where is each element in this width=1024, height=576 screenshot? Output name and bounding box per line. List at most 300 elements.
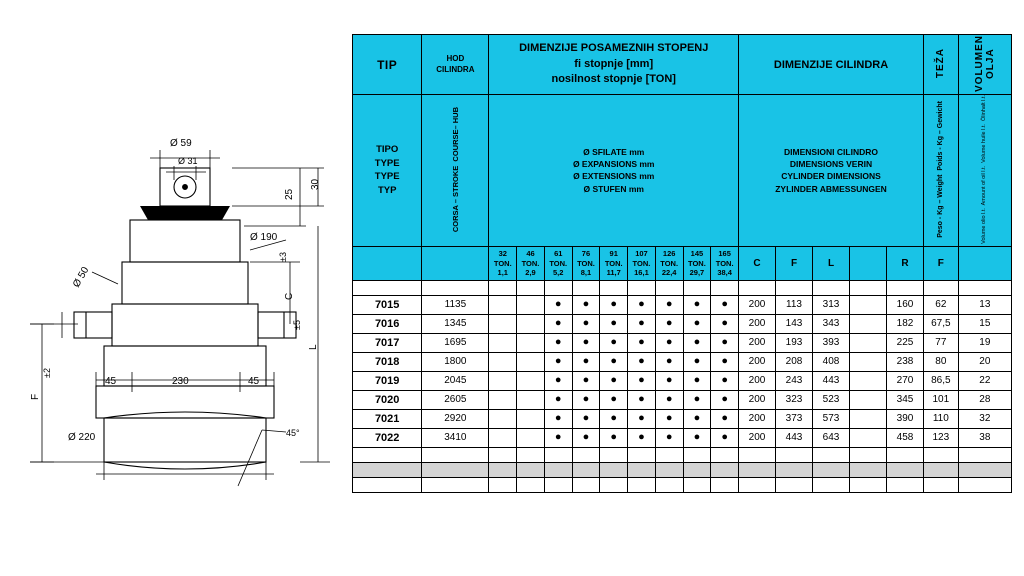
header-stage-32 <box>489 246 517 280</box>
technical-drawing <box>0 0 352 576</box>
row-blank-7018 <box>849 352 886 371</box>
row-R-7016: 182 <box>886 314 923 333</box>
row-stroke-7017: 1695 <box>422 333 489 352</box>
blank-cell <box>683 462 711 477</box>
row-stage-dot-7021-32 <box>489 409 517 428</box>
header-cyl-3: CYLINDER DIMENSIONS <box>781 171 881 182</box>
dim-angle-45: 45° <box>286 428 300 438</box>
stage-tonlabel-4: TON. <box>604 258 623 268</box>
row-F-7018: 208 <box>776 352 813 371</box>
dim-left-45: 45 <box>105 376 117 387</box>
spacer-cell <box>711 280 739 295</box>
table-row[interactable] <box>353 371 1012 390</box>
row-stage-dot-7017-145: ● <box>683 333 711 352</box>
row-volume-7020: 28 <box>958 390 1011 409</box>
row-stage-dot-7021-165: ● <box>711 409 739 428</box>
header-col-L: L <box>813 246 850 280</box>
blank-cell <box>849 447 886 462</box>
header-stroke-vertical <box>422 95 489 247</box>
blank-cell <box>813 477 850 492</box>
row-stage-dot-7022-46 <box>517 428 545 447</box>
header-cylinder-dims <box>739 95 924 247</box>
row-stage-dot-7019-46 <box>517 371 545 390</box>
header-stage-91 <box>600 246 628 280</box>
row-stage-dot-7022-91: ● <box>600 428 628 447</box>
row-L-7022: 643 <box>813 428 850 447</box>
specification-table <box>352 34 1012 493</box>
blank-cell <box>655 477 683 492</box>
table-row[interactable] <box>353 333 1012 352</box>
header-hod-line2: CILINDRA <box>436 64 475 74</box>
spacer-cell <box>886 280 923 295</box>
row-tip-7016: 7016 <box>353 314 422 333</box>
header-expansions <box>489 95 739 247</box>
header-volume-vertical <box>958 95 1011 247</box>
row-F-7022: 443 <box>776 428 813 447</box>
header-cyl-2: DIMENSIONS VERIN <box>789 159 873 170</box>
blank-cell <box>711 447 739 462</box>
row-stage-dot-7018-91: ● <box>600 352 628 371</box>
blank-cell <box>489 447 517 462</box>
blank-cell <box>924 462 959 477</box>
row-tip-7017: 7017 <box>353 333 422 352</box>
blank-cell <box>628 477 656 492</box>
header-stage-76 <box>572 246 600 280</box>
row-stage-dot-7022-76: ● <box>572 428 600 447</box>
row-stage-dot-7015-76: ● <box>572 295 600 314</box>
header-exp-1: Ø SFILATE mm <box>583 146 645 157</box>
row-stage-dot-7021-107: ● <box>628 409 656 428</box>
header-tip: TIP <box>353 35 422 95</box>
blank-cell <box>886 462 923 477</box>
dim-label-F: F <box>30 393 41 400</box>
header-col-blank <box>849 246 886 280</box>
blank-cell <box>572 447 600 462</box>
spacer-cell <box>628 280 656 295</box>
row-stage-dot-7021-61: ● <box>544 409 572 428</box>
blank-cell <box>600 447 628 462</box>
dim-height-30: 30 <box>310 178 321 190</box>
row-stage-dot-7019-165: ● <box>711 371 739 390</box>
row-stage-dot-7018-76: ● <box>572 352 600 371</box>
row-stroke-7018: 1800 <box>422 352 489 371</box>
row-stage-dot-7022-145: ● <box>683 428 711 447</box>
stage-ton-2: 5,2 <box>553 268 564 278</box>
row-stroke-7016: 1345 <box>422 314 489 333</box>
row-L-7020: 523 <box>813 390 850 409</box>
row-stage-dot-7018-107: ● <box>628 352 656 371</box>
blank-cell <box>776 447 813 462</box>
row-stage-dot-7018-145: ● <box>683 352 711 371</box>
row-volume-7016: 15 <box>958 314 1011 333</box>
row-volume-7017: 19 <box>958 333 1011 352</box>
row-stage-dot-7015-145: ● <box>683 295 711 314</box>
dim-tol-2: ±2 <box>42 368 52 378</box>
stage-tonlabel-6: TON. <box>660 258 679 268</box>
blank-cell <box>739 462 776 477</box>
row-R-7015: 160 <box>886 295 923 314</box>
header-dim-line1: DIMENZIJE POSAMEZNIH STOPENJ <box>519 41 709 54</box>
header-volume-lines: Volume olio l.t. Amount of oil l.t. Volume huile l.t. Ölinhalt l.t. <box>981 95 988 244</box>
blank-cell <box>489 477 517 492</box>
row-stage-dot-7018-32 <box>489 352 517 371</box>
stage-tonlabel-5: TON. <box>632 258 651 268</box>
row-stage-dot-7022-32 <box>489 428 517 447</box>
blank-cell <box>683 447 711 462</box>
table-row[interactable] <box>353 314 1012 333</box>
row-weight-7016: 67,5 <box>924 314 959 333</box>
header-spacer-hod <box>422 246 489 280</box>
header-volumen-label: VOLUMEN OLJA <box>973 35 996 92</box>
row-blank-7019 <box>849 371 886 390</box>
blank-cell <box>353 477 422 492</box>
row-stage-dot-7019-126: ● <box>655 371 683 390</box>
row-stage-dot-7016-32 <box>489 314 517 333</box>
row-L-7016: 343 <box>813 314 850 333</box>
row-blank-7021 <box>849 409 886 428</box>
header-stage-145 <box>683 246 711 280</box>
row-F-7020: 323 <box>776 390 813 409</box>
spacer-cell <box>517 280 545 295</box>
row-stage-dot-7020-126: ● <box>655 390 683 409</box>
row-R-7019: 270 <box>886 371 923 390</box>
stage-dia-5: 107 <box>635 249 648 259</box>
row-stage-dot-7017-91: ● <box>600 333 628 352</box>
spacer-cell <box>849 280 886 295</box>
row-stage-dot-7019-145: ● <box>683 371 711 390</box>
row-C-7015: 200 <box>739 295 776 314</box>
row-R-7018: 238 <box>886 352 923 371</box>
row-stage-dot-7020-61: ● <box>544 390 572 409</box>
dim-dia-190: Ø 190 <box>250 232 278 243</box>
row-stage-dot-7020-76: ● <box>572 390 600 409</box>
row-stage-dot-7020-107: ● <box>628 390 656 409</box>
spacer-cell <box>353 280 422 295</box>
blank-cell <box>422 462 489 477</box>
blank-cell <box>739 447 776 462</box>
header-type-names <box>353 95 422 247</box>
row-weight-7020: 101 <box>924 390 959 409</box>
blank-cell <box>517 462 545 477</box>
blank-cell <box>544 477 572 492</box>
row-weight-7019: 86,5 <box>924 371 959 390</box>
blank-cell <box>655 462 683 477</box>
row-stroke-7019: 2045 <box>422 371 489 390</box>
table-row[interactable] <box>353 390 1012 409</box>
blank-cell <box>600 462 628 477</box>
row-stroke-7022: 3410 <box>422 428 489 447</box>
header-cyl-1: DIMENSIONI CILINDRO <box>784 146 878 157</box>
stage-tonlabel-3: TON. <box>577 258 595 268</box>
row-stage-dot-7018-126: ● <box>655 352 683 371</box>
table-blank-row-2 <box>353 462 1012 477</box>
row-stage-dot-7017-61: ● <box>544 333 572 352</box>
row-weight-7018: 80 <box>924 352 959 371</box>
row-volume-7022: 38 <box>958 428 1011 447</box>
row-stage-dot-7021-91: ● <box>600 409 628 428</box>
row-stage-dot-7019-76: ● <box>572 371 600 390</box>
header-dim-cilindra: DIMENZIJE CILINDRA <box>739 35 924 95</box>
row-stage-dot-7019-107: ● <box>628 371 656 390</box>
header-col-weight-F: F <box>924 246 959 280</box>
blank-cell <box>924 477 959 492</box>
blank-cell <box>353 462 422 477</box>
header-cyl-4: ZYLINDER ABMESSUNGEN <box>775 183 887 194</box>
spacer-cell <box>544 280 572 295</box>
stage-tonlabel-2: TON. <box>549 258 568 268</box>
row-stage-dot-7017-76: ● <box>572 333 600 352</box>
row-stage-dot-7019-91: ● <box>600 371 628 390</box>
header-type-2: TYPE <box>374 157 400 169</box>
row-tip-7020: 7020 <box>353 390 422 409</box>
row-stage-dot-7015-107: ● <box>628 295 656 314</box>
table-row[interactable] <box>353 409 1012 428</box>
header-type-3: TYPE <box>374 171 400 183</box>
stage-dia-3: 76 <box>581 249 591 259</box>
blank-cell <box>489 462 517 477</box>
row-stage-dot-7021-46 <box>517 409 545 428</box>
table-row[interactable] <box>353 352 1012 371</box>
row-stage-dot-7015-46 <box>517 295 545 314</box>
table-row[interactable] <box>353 428 1012 447</box>
stage-ton-8: 38,4 <box>717 268 732 278</box>
row-stage-dot-7016-165: ● <box>711 314 739 333</box>
row-tip-7019: 7019 <box>353 371 422 390</box>
row-stage-dot-7020-91: ● <box>600 390 628 409</box>
blank-cell <box>924 447 959 462</box>
row-stage-dot-7020-165: ● <box>711 390 739 409</box>
stage-ton-3: 8,1 <box>580 268 592 278</box>
spacer-cell <box>813 280 850 295</box>
row-C-7019: 200 <box>739 371 776 390</box>
row-stroke-7020: 2605 <box>422 390 489 409</box>
header-stage-61 <box>544 246 572 280</box>
row-tip-7018: 7018 <box>353 352 422 371</box>
header-col-C: C <box>739 246 776 280</box>
table-blank-row-3 <box>353 477 1012 492</box>
row-stage-dot-7018-61: ● <box>544 352 572 371</box>
header-dim-line2: fi stopnje [mm] <box>574 57 654 70</box>
header-stroke-lines: CORSA – STROKE COURSE– HUB <box>450 106 460 233</box>
row-F-7016: 143 <box>776 314 813 333</box>
row-blank-7020 <box>849 390 886 409</box>
row-R-7021: 390 <box>886 409 923 428</box>
row-tip-7015: 7015 <box>353 295 422 314</box>
header-stage-107 <box>628 246 656 280</box>
row-stage-dot-7017-126: ● <box>655 333 683 352</box>
row-stage-dot-7016-76: ● <box>572 314 600 333</box>
spacer-cell <box>655 280 683 295</box>
row-L-7015: 313 <box>813 295 850 314</box>
blank-cell <box>849 477 886 492</box>
row-stage-dot-7019-32 <box>489 371 517 390</box>
spacer-cell <box>924 280 959 295</box>
row-L-7017: 393 <box>813 333 850 352</box>
cylinder-drawing-svg <box>0 0 352 576</box>
blank-cell <box>683 477 711 492</box>
table-row[interactable] <box>353 295 1012 314</box>
blank-cell <box>544 462 572 477</box>
stage-dia-8: 165 <box>718 249 731 259</box>
row-stroke-7021: 2920 <box>422 409 489 428</box>
stage-dia-0: 32 <box>498 249 507 259</box>
table-header-row-2 <box>353 95 1012 247</box>
spacer-cell <box>739 280 776 295</box>
dim-right-45: 45 <box>248 376 260 387</box>
row-weight-7022: 123 <box>924 428 959 447</box>
specification-table-wrapper <box>352 34 1012 493</box>
row-blank-7017 <box>849 333 886 352</box>
row-weight-7015: 62 <box>924 295 959 314</box>
stage-ton-5: 16,1 <box>634 268 649 278</box>
header-dim-stopenj <box>489 35 739 95</box>
dim-tol-5: ±5 <box>292 320 302 330</box>
blank-cell <box>739 477 776 492</box>
spacer-cell <box>958 280 1011 295</box>
row-R-7022: 458 <box>886 428 923 447</box>
row-stage-dot-7016-126: ● <box>655 314 683 333</box>
row-stage-dot-7015-91: ● <box>600 295 628 314</box>
table-body <box>353 295 1012 447</box>
row-stage-dot-7016-145: ● <box>683 314 711 333</box>
blank-cell <box>544 447 572 462</box>
row-weight-7021: 110 <box>924 409 959 428</box>
dim-dia-220: Ø 220 <box>68 432 96 443</box>
header-col-F: F <box>776 246 813 280</box>
row-stage-dot-7015-32 <box>489 295 517 314</box>
row-stroke-7015: 1135 <box>422 295 489 314</box>
table-spacer-row-top <box>353 280 1012 295</box>
blank-cell <box>776 477 813 492</box>
row-stage-dot-7022-61: ● <box>544 428 572 447</box>
row-stage-dot-7022-165: ● <box>711 428 739 447</box>
dim-dia-31: Ø 31 <box>178 156 198 166</box>
blank-cell <box>886 447 923 462</box>
stage-tonlabel-7: TON. <box>688 258 706 268</box>
header-dim-line3: nosilnost stopnje [TON] <box>551 73 676 86</box>
row-F-7021: 373 <box>776 409 813 428</box>
row-tip-7022: 7022 <box>353 428 422 447</box>
row-F-7015: 113 <box>776 295 813 314</box>
row-tip-7021: 7021 <box>353 409 422 428</box>
header-volumen-olja <box>958 35 1011 95</box>
stage-ton-6: 22,4 <box>661 268 677 278</box>
blank-cell <box>958 447 1011 462</box>
row-stage-dot-7018-165: ● <box>711 352 739 371</box>
header-exp-3: Ø EXTENSIONS mm <box>573 171 655 182</box>
row-blank-7016 <box>849 314 886 333</box>
row-stage-dot-7022-126: ● <box>655 428 683 447</box>
blank-cell <box>628 462 656 477</box>
stage-tonlabel-8: TON. <box>715 258 734 268</box>
stage-dia-2: 61 <box>554 249 563 259</box>
row-stage-dot-7020-46 <box>517 390 545 409</box>
row-L-7018: 408 <box>813 352 850 371</box>
row-stage-dot-7017-165: ● <box>711 333 739 352</box>
stage-tonlabel-0: TON. <box>493 258 512 268</box>
header-type-4: TYP <box>377 185 397 197</box>
row-stage-dot-7020-32 <box>489 390 517 409</box>
spacer-cell <box>683 280 711 295</box>
row-stage-dot-7016-107: ● <box>628 314 656 333</box>
row-L-7019: 443 <box>813 371 850 390</box>
header-col-R: R <box>886 246 923 280</box>
row-stage-dot-7022-107: ● <box>628 428 656 447</box>
header-hod-line1: HOD <box>446 54 465 64</box>
row-weight-7017: 77 <box>924 333 959 352</box>
blank-cell <box>958 462 1011 477</box>
stage-dia-1: 46 <box>526 249 535 259</box>
row-F-7017: 193 <box>776 333 813 352</box>
blank-cell <box>572 462 600 477</box>
row-blank-7015 <box>849 295 886 314</box>
blank-cell <box>711 462 739 477</box>
blank-cell <box>655 447 683 462</box>
row-C-7021: 200 <box>739 409 776 428</box>
header-teza <box>924 35 959 95</box>
stage-tonlabel-1: TON. <box>521 258 540 268</box>
blank-cell <box>517 447 545 462</box>
row-stage-dot-7015-126: ● <box>655 295 683 314</box>
dim-dia-59: Ø 59 <box>170 138 192 149</box>
row-C-7022: 200 <box>739 428 776 447</box>
row-R-7020: 345 <box>886 390 923 409</box>
stage-ton-0: 1,1 <box>497 268 508 278</box>
blank-cell <box>517 477 545 492</box>
blank-cell <box>849 462 886 477</box>
row-C-7016: 200 <box>739 314 776 333</box>
row-stage-dot-7015-61: ● <box>544 295 572 314</box>
header-stage-46 <box>517 246 545 280</box>
row-F-7019: 243 <box>776 371 813 390</box>
row-stage-dot-7017-46 <box>517 333 545 352</box>
blank-cell <box>958 477 1011 492</box>
row-stage-dot-7016-61: ● <box>544 314 572 333</box>
spacer-cell <box>422 280 489 295</box>
blank-cell <box>776 462 813 477</box>
row-C-7017: 200 <box>739 333 776 352</box>
stage-dia-4: 91 <box>609 249 618 259</box>
blank-cell <box>886 477 923 492</box>
blank-cell <box>813 462 850 477</box>
row-C-7020: 200 <box>739 390 776 409</box>
blank-cell <box>711 477 739 492</box>
blank-cell <box>628 447 656 462</box>
stage-ton-4: 11,7 <box>606 268 621 278</box>
dim-width-230: 230 <box>172 376 189 387</box>
row-C-7018: 200 <box>739 352 776 371</box>
header-teza-label: TEŽA <box>935 48 947 79</box>
header-hod-cilindra <box>422 35 489 95</box>
header-stage-165 <box>711 246 739 280</box>
header-stage-126 <box>655 246 683 280</box>
spacer-cell <box>776 280 813 295</box>
blank-cell <box>353 447 422 462</box>
header-col-volume-blank <box>958 246 1011 280</box>
row-stage-dot-7021-145: ● <box>683 409 711 428</box>
header-type-1: TIPO <box>376 143 399 155</box>
dim-height-25: 25 <box>284 188 295 200</box>
row-volume-7019: 22 <box>958 371 1011 390</box>
blank-cell <box>600 477 628 492</box>
header-exp-2: Ø EXPANSIONS mm <box>572 159 655 170</box>
row-stage-dot-7019-61: ● <box>544 371 572 390</box>
spacer-cell <box>600 280 628 295</box>
dim-dia-50: Ø 50 <box>71 265 92 290</box>
dim-label-C: C <box>284 292 295 300</box>
row-stage-dot-7017-32 <box>489 333 517 352</box>
dim-label-L: L <box>308 344 319 350</box>
